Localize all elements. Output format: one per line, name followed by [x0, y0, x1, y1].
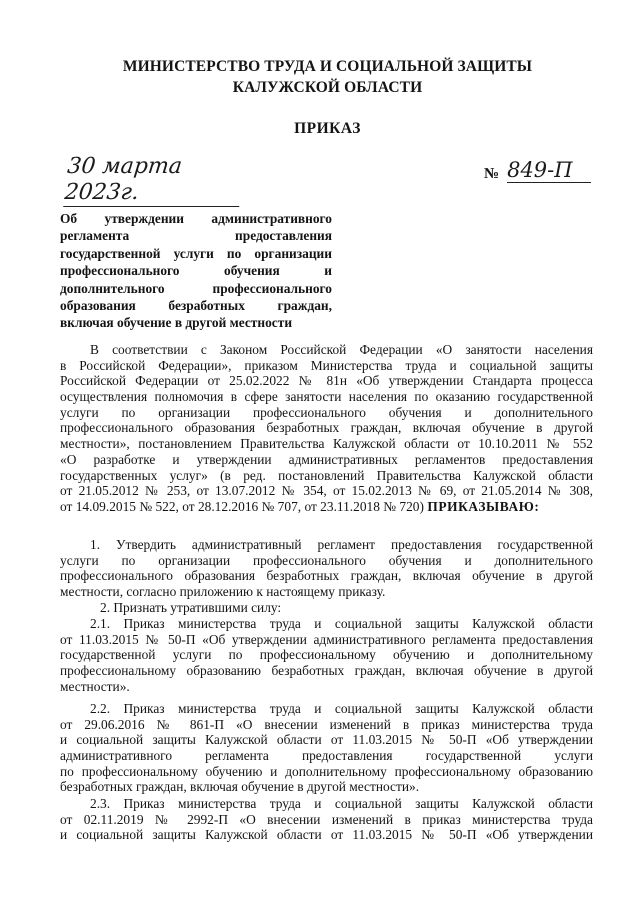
- item-1-line: местности, согласно приложению к настоящему приказу.: [60, 584, 386, 600]
- item-1-line: 1. Утвердить административный регламент предоставления государственной: [90, 537, 593, 552]
- preamble-line: государственных услуг» (в ред. постановлений Правительства Калужской области: [60, 467, 593, 483]
- preamble-line: от 21.05.2012 № 253, от 13.07.2012 № 354, от 15.02.2013 № 69, от 21.05.2014 № 308,: [60, 483, 593, 499]
- preamble-line: профессионального образования безработных граждан, включая обучение в другой: [60, 420, 593, 436]
- order-number-value: 849-П: [507, 158, 591, 183]
- item-2-2-line: по профессиональному обучению и дополнительному профессиональному образованию: [60, 763, 593, 779]
- subject-line: дополнительного профессионального: [60, 280, 332, 296]
- item-2-1: [60, 616, 593, 694]
- subject-line: профессионального обучения и: [60, 263, 332, 279]
- item-2-3-line: 2.3. Приказ министерства труда и социальной защиты Калужской области: [90, 796, 593, 811]
- subject-line: регламента предоставления: [60, 228, 332, 244]
- preamble-line: осуществления полномочия в сфере занятости населения по оказанию государственной: [60, 389, 593, 405]
- preamble-last-line: [60, 499, 593, 515]
- subject-line: включая обучение в другой местности: [60, 315, 293, 331]
- item-2-3-line: и социальной защиты Калужской области от 11.03.2015 № 50-П «Об утверждении: [60, 827, 593, 843]
- item-2-heading: 2. Признать утратившими силу:: [100, 599, 282, 615]
- subject-line: Об утверждении административного: [60, 211, 332, 226]
- item-2-3: [60, 796, 593, 843]
- item-2-2-line: от 29.06.2016 № 861-П «О внесении изменений в приказ министерства труда: [60, 716, 593, 732]
- order-number: [484, 158, 591, 183]
- item-2-1-line: 2.1. Приказ министерства труда и социальной защиты Калужской области: [90, 616, 593, 631]
- number-sign: №: [484, 166, 500, 182]
- ministry-name-line2: КАЛУЖСКОЙ ОБЛАСТИ: [232, 79, 423, 96]
- document-type-title: ПРИКАЗ: [294, 120, 361, 137]
- item-2-2-line: 2.2. Приказ министерства труда и социальной защиты Калужской области: [90, 701, 593, 716]
- preamble-line: «О разработке и утверждении административных регламентов предоставления: [60, 451, 593, 467]
- item-2-1-line: профессиональному образованию безработных граждан, включая обучение в другой: [60, 663, 593, 679]
- subject-line: государственной услуги по организации: [60, 245, 332, 261]
- order-subject: [60, 210, 332, 332]
- preamble-line: Российской Федерации от 25.02.2022 № 81н «Об утверждении Стандарта процесса: [60, 373, 593, 389]
- preamble-line: в Российской Федерации», приказом Министерства труда и социальной защиты: [60, 357, 593, 373]
- preamble-line: местности», постановлением Правительства Калужской области от 10.10.2011 № 552: [60, 436, 593, 452]
- item-1: [60, 537, 593, 615]
- item-2-2-line: и социальной защиты Калужской области от 11.03.2015 № 50-П «Об утверждении: [60, 732, 593, 748]
- preamble-line: услуги по организации профессионального обучения и дополнительного: [60, 404, 593, 420]
- preamble-line: В соответствии с Законом Российской Федерации «О занятости населения: [90, 342, 593, 357]
- item-2-2: [60, 701, 593, 795]
- item-2-1-line: от 11.03.2015 № 50-П «Об утверждении административного регламента предоставления: [60, 631, 593, 647]
- item-1-line: услуги по организации профессионального обучения и дополнительного: [60, 552, 593, 568]
- preamble-last-text: от 14.09.2015 № 522, от 28.12.2016 № 707, от 23.11.2018 № 720): [60, 498, 428, 514]
- subject-line: образования безработных граждан,: [60, 297, 332, 313]
- order-command: ПРИКАЗЫВАЮ:: [427, 498, 540, 514]
- ministry-header: [60, 56, 595, 98]
- item-2-3-line: от 02.11.2019 № 2992-П «О внесении изменений в приказ министерства труда: [60, 811, 593, 827]
- preamble-paragraph: [60, 342, 593, 515]
- item-2-1-line: государственной услуги по профессиональному обучению и дополнительному: [60, 647, 593, 663]
- item-2-1-line: местности».: [60, 678, 130, 694]
- order-date: 30 марта 2023г.: [63, 154, 245, 207]
- item-2-2-line: безработных граждан, включая обучение в другой местности».: [60, 779, 420, 795]
- ministry-name-line1: МИНИСТЕРСТВО ТРУДА И СОЦИАЛЬНОЙ ЗАЩИТЫ: [122, 58, 533, 75]
- item-1-line: профессионального образования безработных граждан, включая обучение в другой: [60, 568, 593, 584]
- item-2-2-line: административного регламента предоставления государственной услуги: [60, 748, 593, 764]
